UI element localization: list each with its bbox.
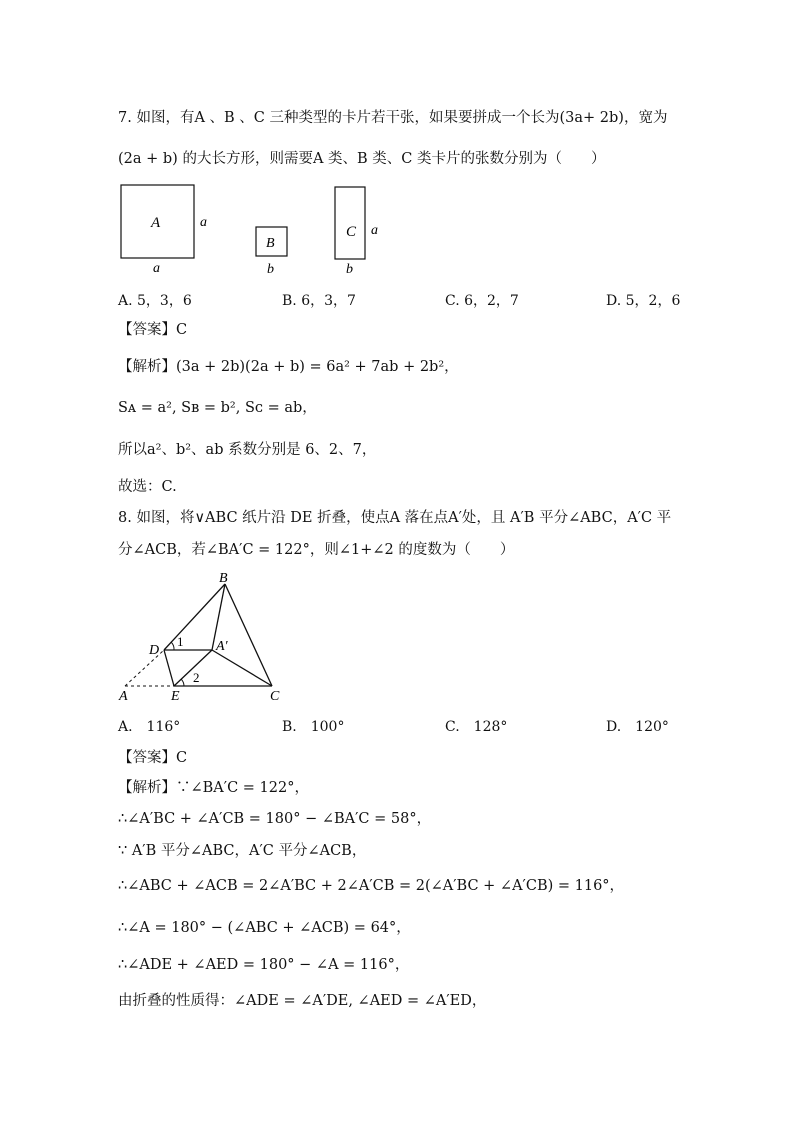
card-c-bottom-label: b — [346, 262, 353, 277]
q7-analysis-3: 所以a²、b²、ab 系数分别是 6、2、7， — [118, 442, 377, 458]
label-a-prime: A′ — [216, 639, 228, 654]
q8-option-b: B. 100° — [282, 719, 345, 735]
q8-option-d: D. 120° — [606, 719, 669, 735]
q8-option-c: C. 128° — [445, 719, 508, 735]
q7-analysis-2: Sᴀ = a², Sʙ = b², Sᴄ = ab， — [118, 400, 317, 416]
q7-analysis-1: 【解析】(3a + 2b)(2a + b) = 6a² + 7ab + 2b²， — [118, 359, 459, 375]
label-d: D — [149, 643, 160, 658]
q7-option-c: C. 6，2，7 — [445, 293, 519, 309]
angle-2-arc — [181, 679, 184, 686]
card-c-side-label: a — [371, 223, 378, 238]
q8-answer: 【答案】C — [118, 750, 188, 766]
card-c-label: C — [346, 224, 357, 240]
q8-analysis-7: 由折叠的性质得：∠ADE = ∠A′DE, ∠AED = ∠A′ED， — [118, 993, 487, 1009]
q7-stem-line1: 7. 如图，有A 、B 、C 三种类型的卡片若干张，如果要拼成一个长为(3a+ 2b)，宽为 — [118, 110, 668, 126]
label-e: E — [171, 689, 180, 704]
card-b-bottom-label: b — [267, 262, 274, 277]
q7-option-a: A. 5，3，6 — [118, 293, 192, 309]
label-2: 2 — [193, 670, 200, 685]
label-b: B — [219, 571, 228, 586]
q8-analysis-6: ∴∠ADE + ∠AED = 180° − ∠A = 116°， — [118, 957, 410, 973]
label-1: 1 — [177, 634, 184, 649]
q8-stem-line1: 8. 如图，将∨ABC 纸片沿 DE 折叠，使点A 落在点A′处，且 A′B 平分∠ABC，A′C 平 — [118, 510, 672, 526]
card-b-label: B — [266, 236, 275, 251]
q8-stem-line2: 分∠ACB，若∠BA′C = 122°，则∠1+∠2 的度数为（ ） — [118, 542, 515, 558]
q7-option-d: D. 5，2，6 — [606, 293, 681, 309]
q8-analysis-1: 【解析】∵∠BA′C = 122°， — [118, 780, 309, 796]
card-a-bottom-label: a — [153, 261, 160, 276]
angle-1-arc — [171, 642, 174, 650]
segment-de — [164, 650, 174, 686]
q7-answer: 【答案】C — [118, 322, 188, 338]
q7-analysis-4: 故选：C. — [118, 479, 177, 495]
card-a-side-label: a — [200, 215, 207, 230]
label-c: C — [270, 689, 280, 704]
q8-analysis-5: ∴∠A = 180° − (∠ABC + ∠ACB) = 64°， — [118, 920, 411, 936]
q8-analysis-4: ∴∠ABC + ∠ACB = 2∠A′BC + 2∠A′CB = 2(∠A′BC + ∠A′CB) = 116°， — [118, 878, 625, 894]
q7-stem-line2: (2a + b) 的大长方形，则需要A 类、B 类、C 类卡片的张数分别为（ ） — [118, 151, 606, 167]
q7-option-b: B. 6，3，7 — [282, 293, 356, 309]
q8-analysis-3: ∵ A′B 平分∠ABC，A′C 平分∠ACB， — [118, 843, 367, 859]
segment-bc — [225, 584, 272, 686]
q8-analysis-2: ∴∠A′BC + ∠A′CB = 180° − ∠BA′C = 58°， — [118, 811, 432, 827]
q8-option-a: A. 116° — [118, 719, 181, 735]
card-a-label: A — [151, 215, 161, 231]
label-a: A — [119, 689, 128, 704]
